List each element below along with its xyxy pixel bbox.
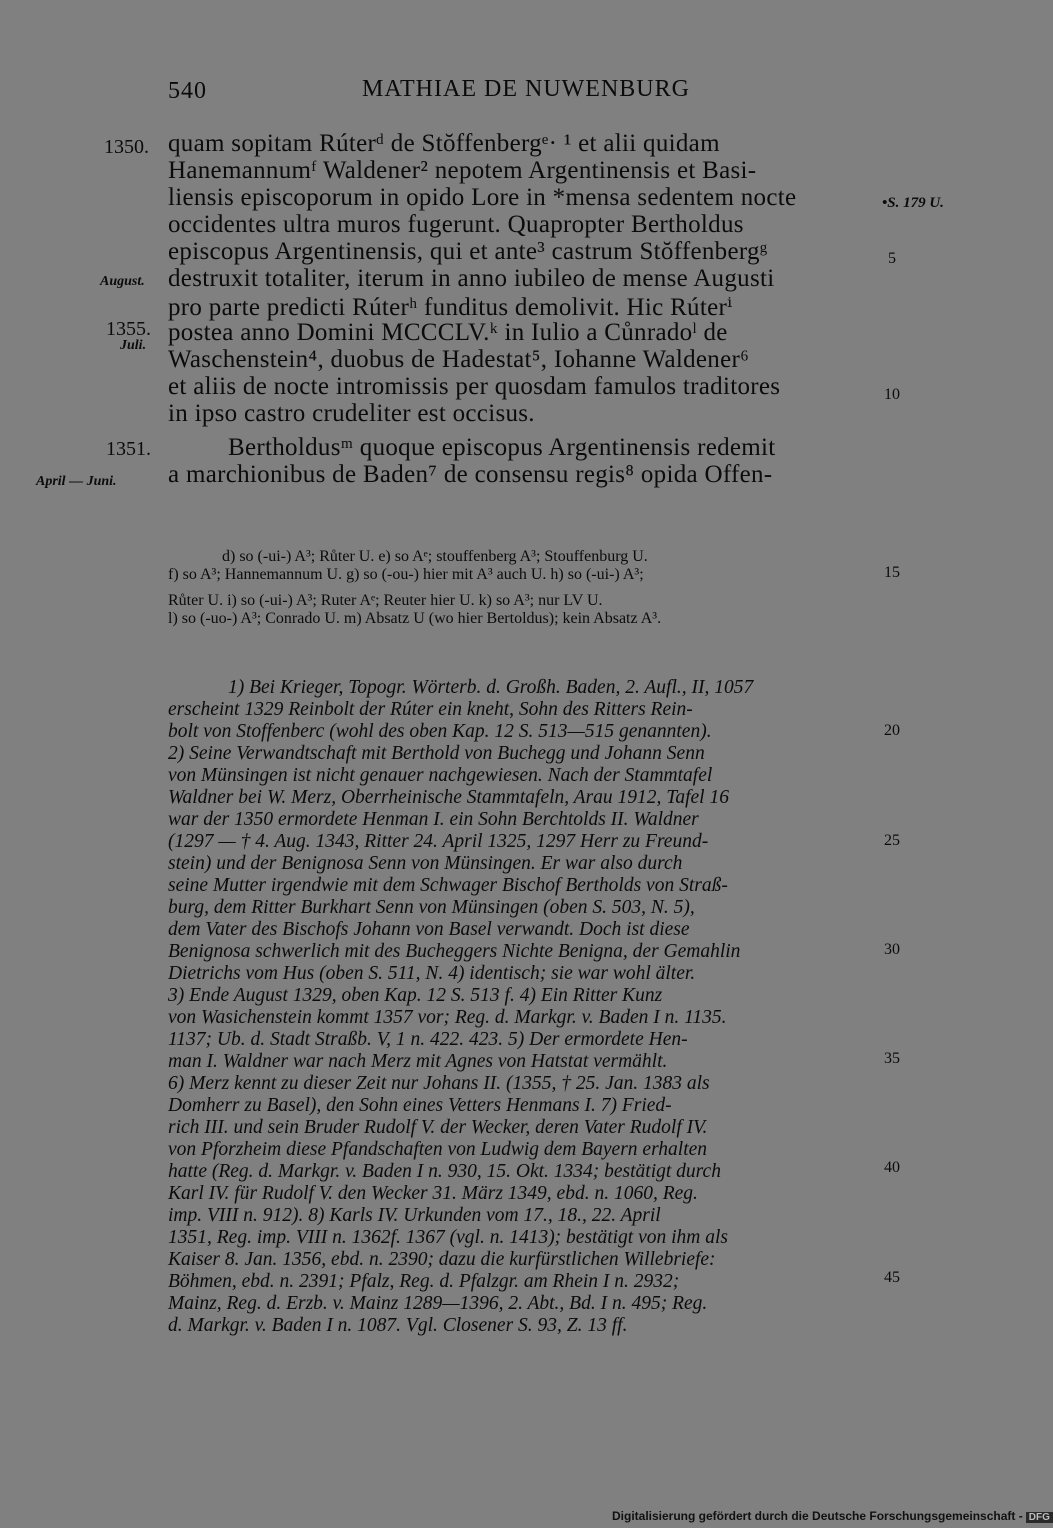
footnote-line: war der 1350 ermordete Henman I. ein Sohn Berchtolds II. Waldner bbox=[168, 809, 699, 830]
main-text-line: et aliis de nocte intromissis per quosdam famulos traditores bbox=[168, 373, 781, 400]
main-text-line: Hanemannumᶠ Waldener² nepotem Argentinensis et Basi- bbox=[168, 157, 757, 184]
footnote-line: 1137; Ub. d. Stadt Straßb. V, 1 n. 422. 423. 5) Der ermordete Hen- bbox=[168, 1029, 688, 1050]
main-text-line: destruxit totaliter, iterum in anno iubileo de mense Augusti bbox=[168, 265, 775, 292]
line-number-40: 40 bbox=[884, 1159, 900, 1176]
footnote-line: stein) und der Benignosa Senn von Münsingen. Er war also durch bbox=[168, 853, 683, 874]
footnote-line: Domherr zu Basel), den Sohn eines Vetters Henmans I. 7) Fried- bbox=[168, 1095, 672, 1116]
footnote-line: 3) Ende August 1329, oben Kap. 12 S. 513 f. 4) Ein Ritter Kunz bbox=[168, 985, 663, 1006]
line-number-25: 25 bbox=[884, 832, 900, 849]
digitization-credit bbox=[612, 1509, 1053, 1523]
footnote-line: von Münsingen ist nicht genauer nachgewiesen. Nach der Stammtafel bbox=[168, 765, 713, 786]
footnote-line: Dietrichs vom Hus (oben S. 511, N. 4) identisch; sie war wohl älter. bbox=[168, 963, 696, 984]
footnote-line: imp. VIII n. 912). 8) Karls IV. Urkunden vom 17., 18., 22. April bbox=[168, 1205, 661, 1226]
footnote-line: von Wasichenstein kommt 1357 vor; Reg. d. Markgr. v. Baden I n. 1135. bbox=[168, 1007, 727, 1028]
main-text-line: in ipso castro crudeliter est occisus. bbox=[168, 400, 535, 427]
footnote-line: burg, dem Ritter Burkhart Senn von Münsingen (oben S. 503, N. 5), bbox=[168, 897, 695, 918]
margin-page-ref: •S. 179 U. bbox=[882, 195, 944, 211]
footnote-line: 2) Seine Verwandtschaft mit Berthold von Buchegg und Johann Senn bbox=[168, 743, 705, 764]
credit-text: Digitalisierung gefördert durch die Deutsche Forschungsgemeinschaft - bbox=[612, 1509, 1023, 1523]
main-text-line: a marchionibus de Baden⁷ de consensu regis⁸ opida Offen- bbox=[168, 461, 773, 488]
footnote-line: von Pforzheim diese Pfandschaften von Ludwig dem Bayern erhalten bbox=[168, 1139, 708, 1160]
line-number-20: 20 bbox=[884, 722, 900, 739]
margin-months-april-june: April — Juni. bbox=[36, 474, 117, 489]
main-text-line: Bertholdusᵐ quoque episcopus Argentinensis redemit bbox=[228, 434, 776, 461]
main-text-line: postea anno Domini MCCCLV.ᵏ in Iulio a Cůnradoˡ de bbox=[168, 319, 728, 346]
main-text-line: liensis episcoporum in opido Lore in *mensa sedentem nocte bbox=[168, 184, 797, 211]
footnote-line: man I. Waldner war nach Merz mit Agnes von Hatstat vermählt. bbox=[168, 1051, 668, 1072]
margin-year-1351: 1351. bbox=[106, 438, 151, 460]
main-text-line: episcopus Argentinensis, qui et ante³ castrum Stŏffenbergᵍ bbox=[168, 238, 768, 265]
footnote-line: rich III. und sein Bruder Rudolf V. der Wecker, deren Vater Rudolf IV. bbox=[168, 1117, 708, 1138]
margin-month-july: Juli. bbox=[120, 338, 147, 353]
dfg-logo: DFG bbox=[1026, 1512, 1053, 1523]
footnote-line: bolt von Stoffenberc (wohl des oben Kap. 12 S. 513—515 genannten). bbox=[168, 721, 712, 742]
main-text-line: Waschenstein⁴, duobus de Hadestat⁵, Iohanne Waldener⁶ bbox=[168, 346, 750, 373]
footnote-line: Böhmen, ebd. n. 2391; Pfalz, Reg. d. Pfalzgr. am Rhein I n. 2932; bbox=[168, 1271, 680, 1292]
margin-year-1350: 1350. bbox=[104, 136, 149, 158]
main-text-line: pro parte predicti Rúterʰ funditus demolivit. Hic Rúterⁱ bbox=[168, 294, 733, 321]
footnote-line: 1) Bei Krieger, Topogr. Wörterb. d. Großh. Baden, 2. Aufl., II, 1057 bbox=[228, 677, 754, 698]
line-number-5: 5 bbox=[888, 250, 896, 267]
footnote-line: hatte (Reg. d. Markgr. v. Baden I n. 930, 15. Okt. 1334; bestätigt durch bbox=[168, 1161, 721, 1182]
footnote-line: dem Vater des Bischofs Johann von Basel verwandt. Doch ist diese bbox=[168, 919, 690, 940]
margin-month-august: August. bbox=[100, 274, 145, 289]
variant-line: f) so A³; Hannemannum U. g) so (-ou-) hier mit A³ auch U. h) so (-ui-) A³; bbox=[168, 566, 644, 583]
line-number-15: 15 bbox=[884, 564, 900, 581]
footnote-line: Kaiser 8. Jan. 1356, ebd. n. 2390; dazu die kurfürstlichen Willebriefe: bbox=[168, 1249, 716, 1270]
line-number-45: 45 bbox=[884, 1269, 900, 1286]
line-number-10: 10 bbox=[884, 386, 900, 403]
footnote-line: (1297 — † 4. Aug. 1343, Ritter 24. April 1325, 1297 Herr zu Freund- bbox=[168, 831, 709, 852]
variant-line: Růter U. i) so (-ui-) A³; Ruter Aᵉ; Reuter hier U. k) so A³; nur LV U. bbox=[168, 592, 603, 609]
variant-line: l) so (-uo-) A³; Conrado U. m) Absatz U (wo hier Bertoldus); kein Absatz A³. bbox=[168, 610, 662, 627]
footnote-line: d. Markgr. v. Baden I n. 1087. Vgl. Closener S. 93, Z. 13 ff. bbox=[168, 1315, 628, 1336]
margin-year-1355: 1355. bbox=[106, 318, 151, 340]
footnote-line: Mainz, Reg. d. Erzb. v. Mainz 1289—1396, 2. Abt., Bd. I n. 495; Reg. bbox=[168, 1293, 708, 1314]
line-number-30: 30 bbox=[884, 941, 900, 958]
footnote-line: Benignosa schwerlich mit des Bucheggers Nichte Benigna, der Gemahlin bbox=[168, 941, 741, 962]
footnote-line: 6) Merz kennt zu dieser Zeit nur Johans II. (1355, † 25. Jan. 1383 als bbox=[168, 1073, 710, 1094]
running-title: MATHIAE DE NUWENBURG bbox=[362, 76, 690, 102]
page-number: 540 bbox=[168, 78, 207, 104]
footnote-line: Waldner bei W. Merz, Oberrheinische Stammtafeln, Arau 1912, Tafel 16 bbox=[168, 787, 729, 808]
variant-line: d) so (-ui-) A³; Růter U. e) so Aᵉ; stouffenberg A³; Stouffenburg U. bbox=[222, 548, 648, 565]
main-text-line: occidentes ultra muros fugerunt. Quapropter Bertholdus bbox=[168, 211, 744, 238]
line-number-35: 35 bbox=[884, 1050, 900, 1067]
main-text-line: quam sopitam Rúterᵈ de Stŏffenbergᵉ· ¹ et alii quidam bbox=[168, 130, 720, 157]
footnote-line: erscheint 1329 Reinbolt der Rúter ein kneht, Sohn des Ritters Rein- bbox=[168, 699, 693, 720]
footnote-line: 1351, Reg. imp. VIII n. 1362f. 1367 (vgl. n. 1413); bestätigt von ihm als bbox=[168, 1227, 729, 1248]
footnote-line: Karl IV. für Rudolf V. den Wecker 31. März 1349, ebd. n. 1060, Reg. bbox=[168, 1183, 698, 1204]
footnote-line: seine Mutter irgendwie mit dem Schwager Bischof Bertholds von Straß- bbox=[168, 875, 728, 896]
